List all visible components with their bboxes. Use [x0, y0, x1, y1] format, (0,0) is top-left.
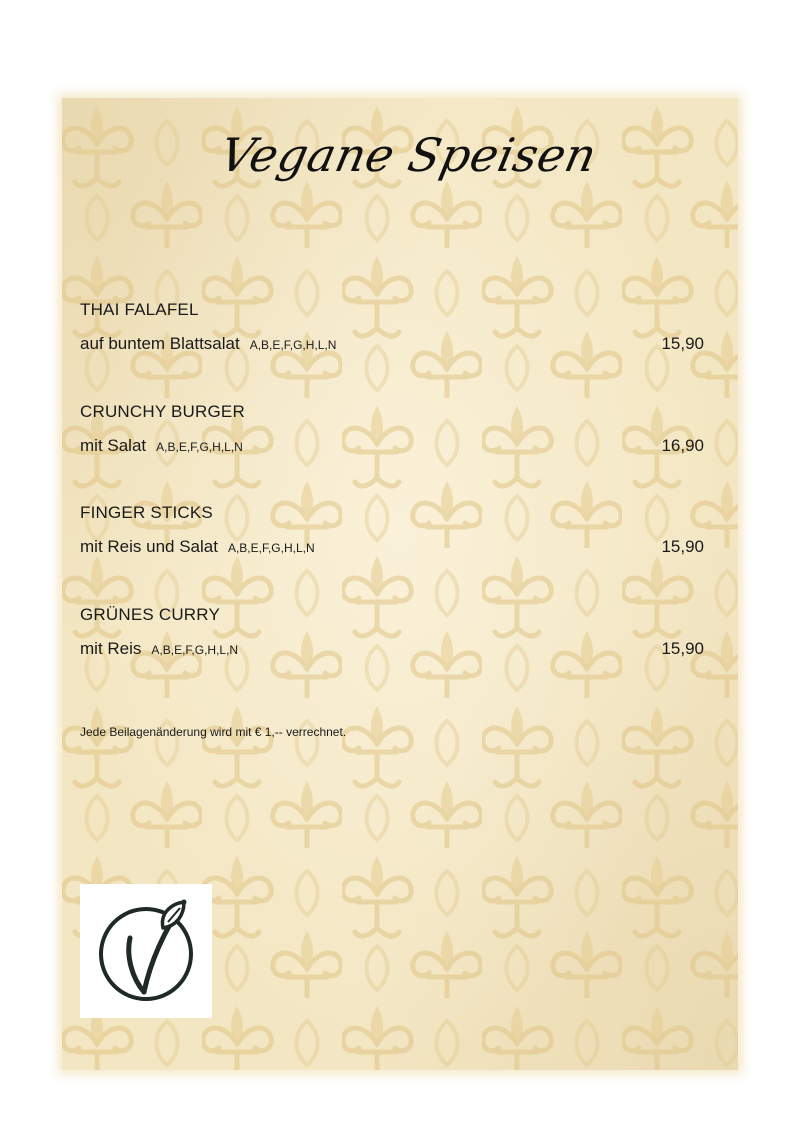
- item-price: 16,90: [661, 436, 704, 455]
- side-dish-change-note: Jede Beilagenänderung wird mit € 1,-- verrechnet.: [80, 725, 347, 739]
- page-title: Vegane Speisen: [215, 128, 602, 182]
- item-description: mit Reis und Salat: [80, 537, 218, 556]
- item-detail-row: [80, 537, 704, 557]
- item-description: mit Reis: [80, 639, 142, 658]
- item-price: 15,90: [661, 537, 704, 556]
- item-detail-row: [80, 639, 704, 659]
- item-name: THAI FALAFEL: [80, 300, 199, 319]
- menu-item: [80, 402, 704, 456]
- menu-item: [80, 503, 704, 557]
- menu-item: [80, 605, 704, 659]
- item-name: GRÜNES CURRY: [80, 605, 220, 624]
- vegan-checkmark-leaf-icon: [80, 884, 212, 1018]
- item-allergens: A,B,E,F,G,H,L,N: [151, 643, 239, 657]
- item-name: CRUNCHY BURGER: [80, 402, 245, 421]
- item-allergens: A,B,E,F,G,H,L,N: [227, 541, 315, 555]
- vegan-logo: [80, 884, 212, 1018]
- item-price: 15,90: [661, 639, 704, 658]
- item-description: mit Salat: [80, 436, 147, 455]
- menu-item: [80, 300, 704, 354]
- item-allergens: A,B,E,F,G,H,L,N: [156, 440, 243, 454]
- item-detail-row: [80, 436, 704, 456]
- item-detail-row: [80, 334, 704, 354]
- item-name: FINGER STICKS: [80, 503, 213, 522]
- item-price: 15,90: [661, 334, 704, 353]
- item-description: auf buntem Blattsalat: [80, 334, 240, 353]
- item-allergens: A,B,E,F,G,H,L,N: [249, 338, 337, 352]
